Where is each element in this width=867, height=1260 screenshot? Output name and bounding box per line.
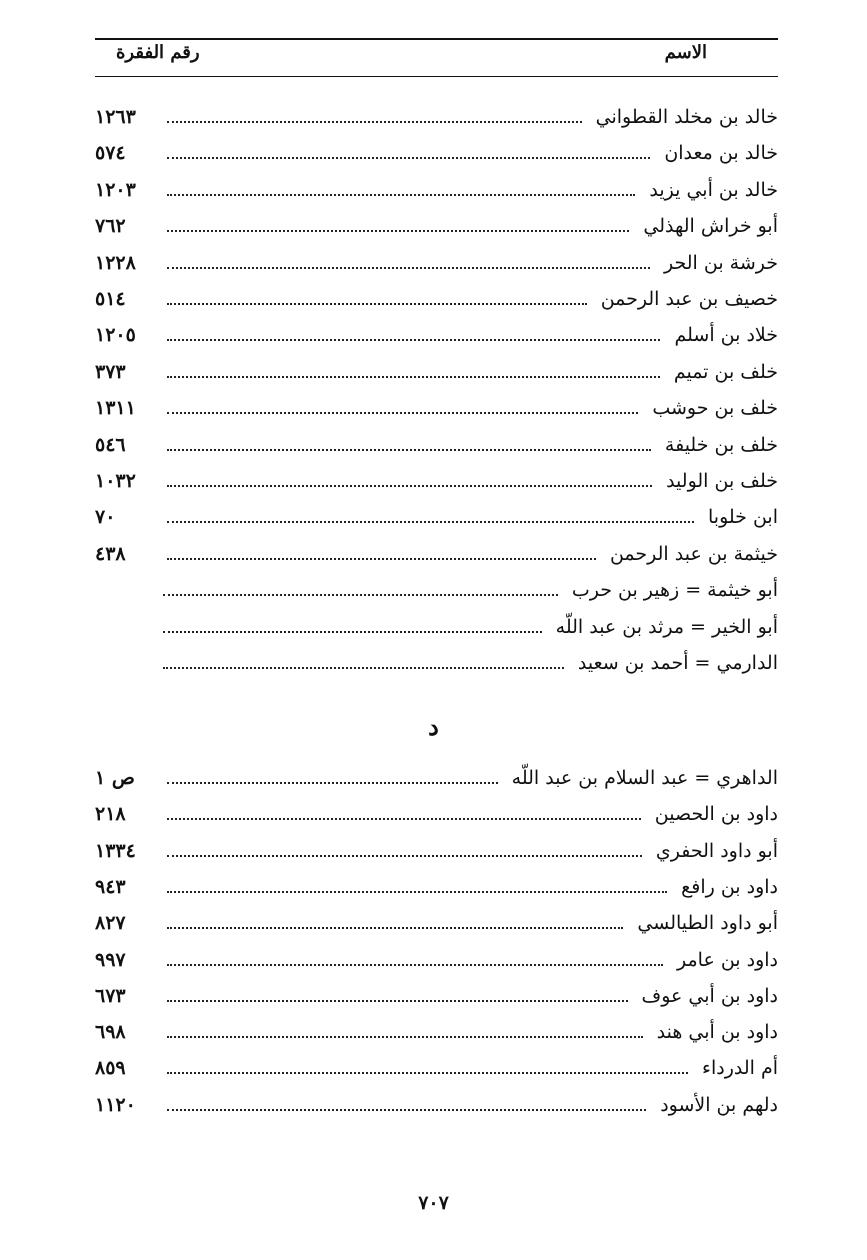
dot-leader (163, 580, 558, 596)
entry-name: الداهري = عبد السلام بن عبد اللّه (511, 767, 778, 789)
entry-name: خالد بن مخلد القطواني (595, 106, 778, 128)
index-entry-row (95, 1053, 778, 1083)
index-entry-row (95, 357, 778, 387)
index-entry-row (95, 799, 778, 829)
entry-name: خلاد بن أسلم (674, 324, 778, 347)
entry-name: داود بن أبي عوف (641, 984, 778, 1007)
dot-leader (167, 986, 628, 1002)
dot-leader (167, 398, 638, 414)
entry-name: داود بن عامر (677, 948, 778, 971)
entry-paragraph-number: ص ١ (95, 767, 135, 789)
paragraph-number-column-header: رقم الفقرة (116, 42, 200, 63)
dot-leader (167, 950, 663, 966)
entry-paragraph-number: ٥١٤ (95, 288, 126, 310)
entry-name: أبو الخير = مرثد بن عبد اللّه (555, 615, 778, 638)
dot-leader (167, 216, 629, 232)
dot-leader (167, 253, 650, 269)
entry-name: داود بن رافع (681, 875, 778, 898)
dot-leader (163, 617, 542, 633)
dot-leader (167, 507, 694, 523)
entry-name: خرشة بن الحر (664, 251, 778, 274)
index-entry-row (95, 248, 778, 278)
entry-paragraph-number: ٨٢٧ (95, 912, 126, 935)
index-entry-row (95, 393, 778, 423)
index-entry-row (95, 872, 778, 902)
dot-leader (167, 768, 498, 784)
index-entry-row (95, 575, 778, 605)
entry-name: خصيف بن عبد الرحمن (600, 288, 778, 310)
entry-name: داود بن الحصين (654, 803, 778, 826)
index-entry-row (95, 981, 778, 1011)
entry-name: الدارمي = أحمد بن سعيد (577, 652, 778, 674)
index-entry-row (95, 466, 778, 496)
entry-name: أبو داود الطيالسي (637, 912, 778, 935)
index-entry-row (95, 539, 778, 569)
entry-name: أبو داود الحفري (655, 839, 778, 862)
entry-paragraph-number: ٤٣٨ (95, 542, 126, 565)
entry-paragraph-number: ٥٧٤ (95, 142, 126, 165)
entry-paragraph-number: ٧٠ (95, 506, 116, 529)
dot-leader (167, 180, 635, 196)
section-letter-dal: د (428, 712, 439, 741)
entry-paragraph-number: ٩٤٣ (95, 875, 126, 898)
index-entry-row (95, 1017, 778, 1047)
dot-leader (167, 841, 642, 857)
index-entry-row (95, 612, 778, 642)
entry-paragraph-number: ٢١٨ (95, 803, 126, 826)
dot-leader (167, 913, 623, 929)
dot-leader (167, 435, 651, 451)
dot-leader (167, 143, 650, 159)
entry-name: خلف بن تميم (673, 360, 778, 383)
entry-paragraph-number: ٣٧٣ (95, 360, 126, 383)
entry-name: أبو خراش الهذلي (643, 215, 778, 238)
index-entry-row (95, 836, 778, 866)
entry-name: خلف بن الوليد (666, 470, 778, 492)
entry-paragraph-number: ١٠٣٢ (95, 470, 136, 492)
index-entry-row (95, 908, 778, 938)
index-entry-row (95, 502, 778, 532)
dot-leader (167, 1022, 643, 1038)
index-entry-row (95, 763, 778, 793)
entry-paragraph-number: ١٣١١ (95, 397, 136, 420)
dot-leader (163, 653, 564, 669)
index-entry-row (95, 1090, 778, 1120)
entry-name: خالد بن معدان (664, 142, 778, 165)
entry-paragraph-number: ٥٤٦ (95, 433, 126, 456)
index-entry-row (95, 138, 778, 168)
dot-leader (167, 107, 582, 123)
header-top-rule (95, 38, 778, 40)
dot-leader (167, 362, 660, 378)
entry-paragraph-number: ١٢٦٣ (95, 106, 136, 128)
entry-paragraph-number: ١٢٠٣ (95, 178, 136, 201)
entry-paragraph-number: ٧٦٢ (95, 215, 126, 238)
entry-paragraph-number: ١١٢٠ (95, 1093, 136, 1116)
entry-name: خيثمة بن عبد الرحمن (609, 542, 778, 565)
entry-paragraph-number: ١٣٣٤ (95, 839, 136, 862)
dot-leader (167, 289, 587, 305)
page-number: ٧٠٧ (418, 1192, 449, 1214)
entry-paragraph-number: ١٢٢٨ (95, 251, 136, 274)
entry-paragraph-number: ٩٩٧ (95, 948, 126, 971)
entry-paragraph-number: ٨٥٩ (95, 1057, 126, 1080)
index-entry-row (95, 211, 778, 241)
entry-paragraph-number: ٦٧٣ (95, 984, 126, 1007)
entry-paragraph-number: ١٢٠٥ (95, 324, 136, 347)
entry-name: أبو خيثمة = زهير بن حرب (571, 579, 778, 602)
index-entry-row (95, 102, 778, 132)
index-entry-row (95, 320, 778, 350)
index-entry-row (95, 175, 778, 205)
entry-paragraph-number: ٦٩٨ (95, 1021, 126, 1044)
dot-leader (167, 1095, 646, 1111)
index-entry-row (95, 284, 778, 314)
entry-name: خلف بن خليفة (664, 433, 778, 456)
entry-name: داود بن أبي هند (656, 1021, 778, 1044)
dot-leader (167, 877, 667, 893)
dot-leader (167, 325, 660, 341)
index-entry-row (95, 430, 778, 460)
name-column-header: الاسم (664, 42, 707, 63)
dot-leader (167, 1058, 688, 1074)
index-entry-row (95, 945, 778, 975)
entry-name: ابن خلوبا (708, 506, 778, 529)
header-bottom-rule (95, 76, 778, 77)
dot-leader (167, 544, 596, 560)
dot-leader (167, 804, 641, 820)
index-entry-row (95, 648, 778, 678)
dot-leader (167, 471, 652, 487)
entry-name: أم الدرداء (702, 1057, 778, 1080)
entry-name: خلف بن حوشب (652, 397, 778, 420)
entry-name: دلهم بن الأسود (660, 1093, 778, 1116)
entry-name: خالد بن أبي يزيد (649, 178, 778, 201)
